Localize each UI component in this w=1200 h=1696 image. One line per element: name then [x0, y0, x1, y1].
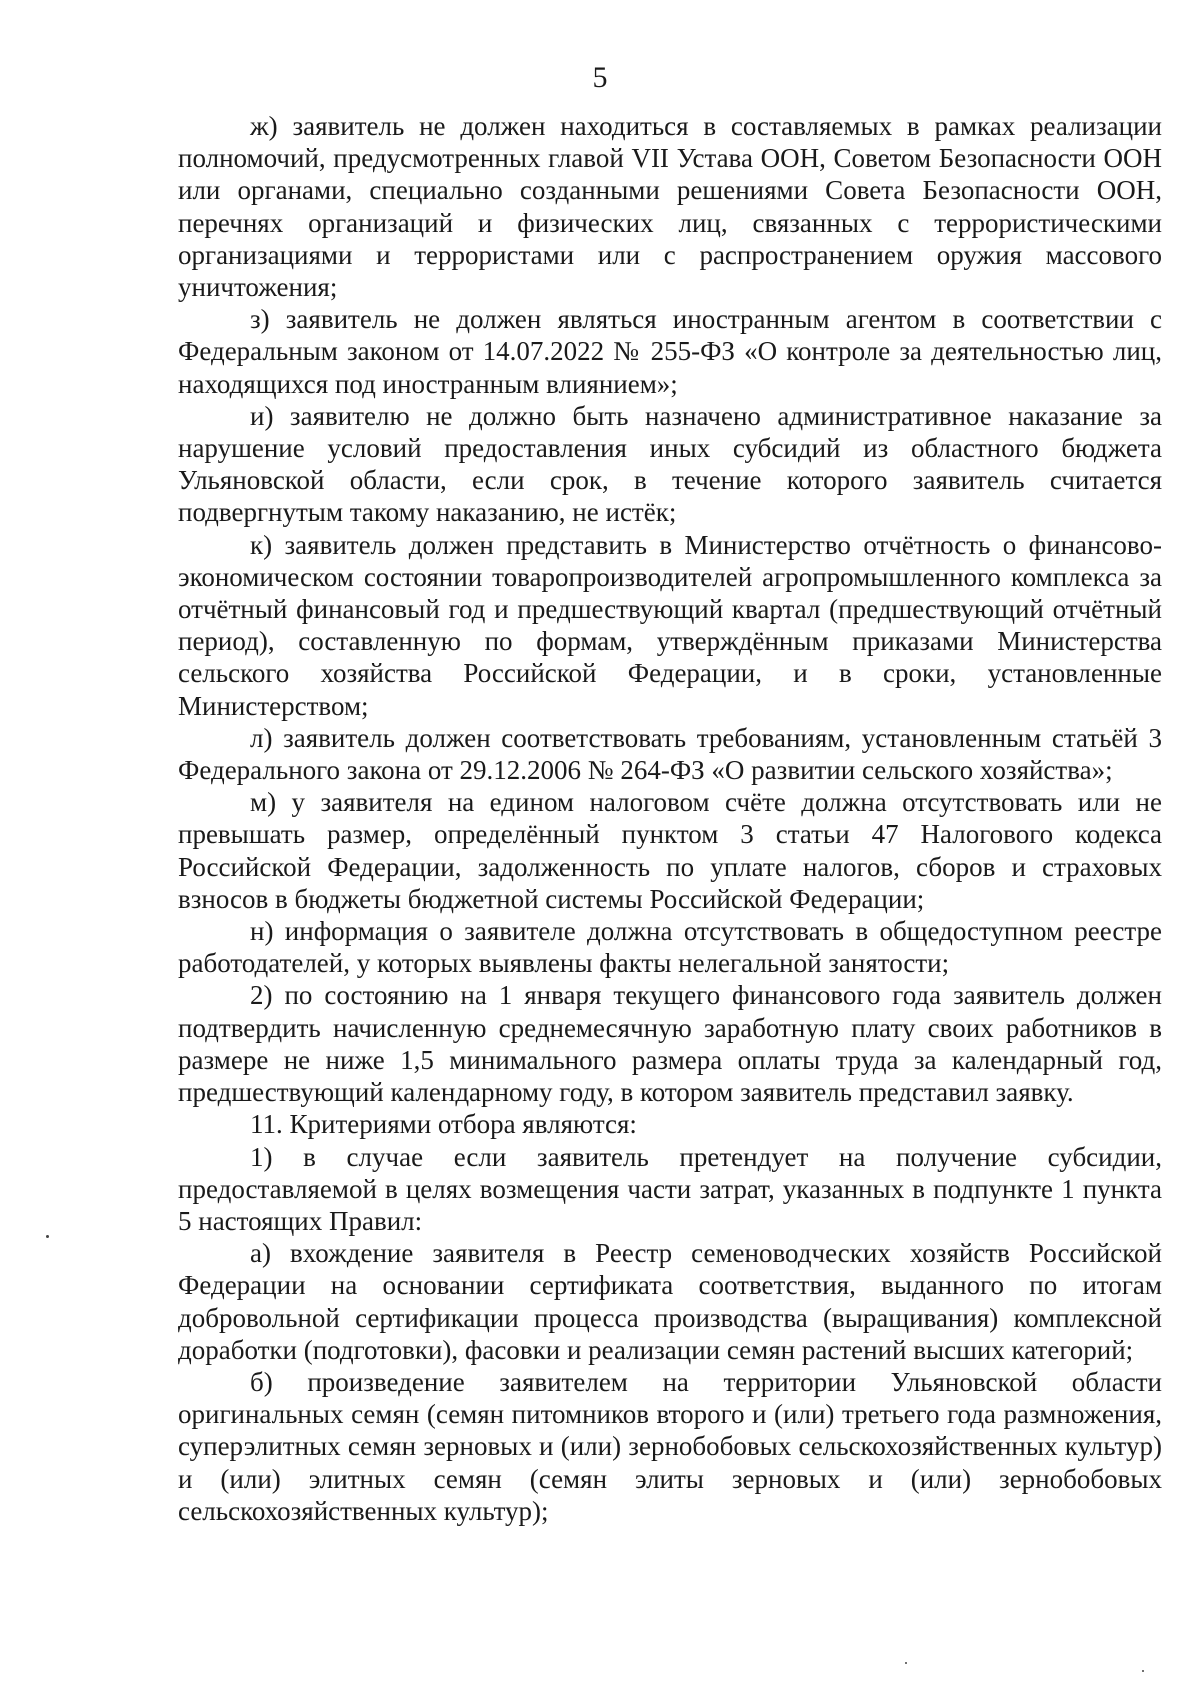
paragraph-i: и) заявителю не должно быть назначено административное наказание за нарушение условий предоставления иных субсидий из областного бюджета Ульяновской области, если срок, в течение которого заявитель считается подвергнутым такому наказанию, не истёк;	[178, 400, 1162, 528]
paragraph-11-item-1: 1) в случае если заявитель претендует на получение субсидии, предоставляемой в целях возмещения части затрат, указанных в подпункте 1 пункта 5 настоящих Правил:	[178, 1141, 1162, 1236]
paragraph-zh: ж) заявитель не должен находиться в составляемых в рамках реализации полномочий, предусмотренных главой VII Устава ООН, Советом Безопасности ООН или органами, специально созданными решениями Совета Безопасности ООН, перечнях организаций и физических лиц, связанных с террористическими организациями и террористами или с распространением оружия массового уничтожения;	[178, 111, 1162, 303]
paragraph-11-b: б) произведение заявителем на территории Ульяновской области оригинальных семян (семян питомников второго и (или) третьего года размножения, суперэлитных семян зерновых и (или) зернобобовых сельскохозяйственных культур) и (или) элитных семян (семян элиты зерновых и (или) зернобобовых сельскохозяйственных культур);	[178, 1366, 1162, 1526]
paragraph-item-2: 2) по состоянию на 1 января текущего финансового года заявитель должен подтвердить начисленную среднемесячную заработную плату своих работников в размере не ниже 1,5 минимального размера оплаты труда за календарный год, предшествующий календарному году, в котором заявитель представил заявку.	[178, 980, 1162, 1108]
document-body	[178, 110, 1162, 1527]
paragraph-m: м) у заявителя на едином налоговом счёте должна отсутствовать или не превышать размер, определённый пунктом 3 статьи 47 Налогового кодекса Российской Федерации, задолженность по уплате налогов, сборов и страховых взносов в бюджеты бюджетной системы Российской Федерации;	[178, 787, 1162, 914]
paragraph-section-11: 11. Критериями отбора являются:	[250, 1109, 637, 1140]
scan-speck	[1142, 1670, 1144, 1672]
scan-speck	[905, 1662, 907, 1664]
paragraph-n: н) информация о заявителе должна отсутствовать в общедоступном реестре работодателей, у которых выявлены факты нелегальной занятости;	[178, 916, 1162, 979]
paragraph-z: з) заявитель не должен являться иностранным агентом в соответствии с Федеральным законом от 14.07.2022 № 255-ФЗ «О контроле за деятельностью лиц, находящихся под иностранным влиянием»;	[178, 304, 1162, 399]
scan-speck	[46, 1235, 49, 1238]
paragraph-11-a: а) вхождение заявителя в Реестр семеноводческих хозяйств Российской Федерации на основании сертификата соответствия, выданного по итогам добровольной сертификации процесса производства (выращивания) комплексной доработки (подготовки), фасовки и реализации семян растений высших категорий;	[178, 1238, 1162, 1365]
paragraph-l: л) заявитель должен соответствовать требованиям, установленным статьёй 3 Федерального закона от 29.12.2006 № 264-ФЗ «О развитии сельского хозяйства»;	[178, 722, 1162, 786]
paragraph-k: к) заявитель должен представить в Министерство отчётность о финансово-экономическом состоянии товаропроизводителей агропромышленного комплекса за отчётный финансовый год и предшествующий квартал (предшествующий отчётный период), составленную по формам, утверждённым приказами Министерства сельского хозяйства Российской Федерации, и в сроки, установленные Министерством;	[178, 529, 1162, 721]
page-number: 5	[592, 61, 608, 94]
